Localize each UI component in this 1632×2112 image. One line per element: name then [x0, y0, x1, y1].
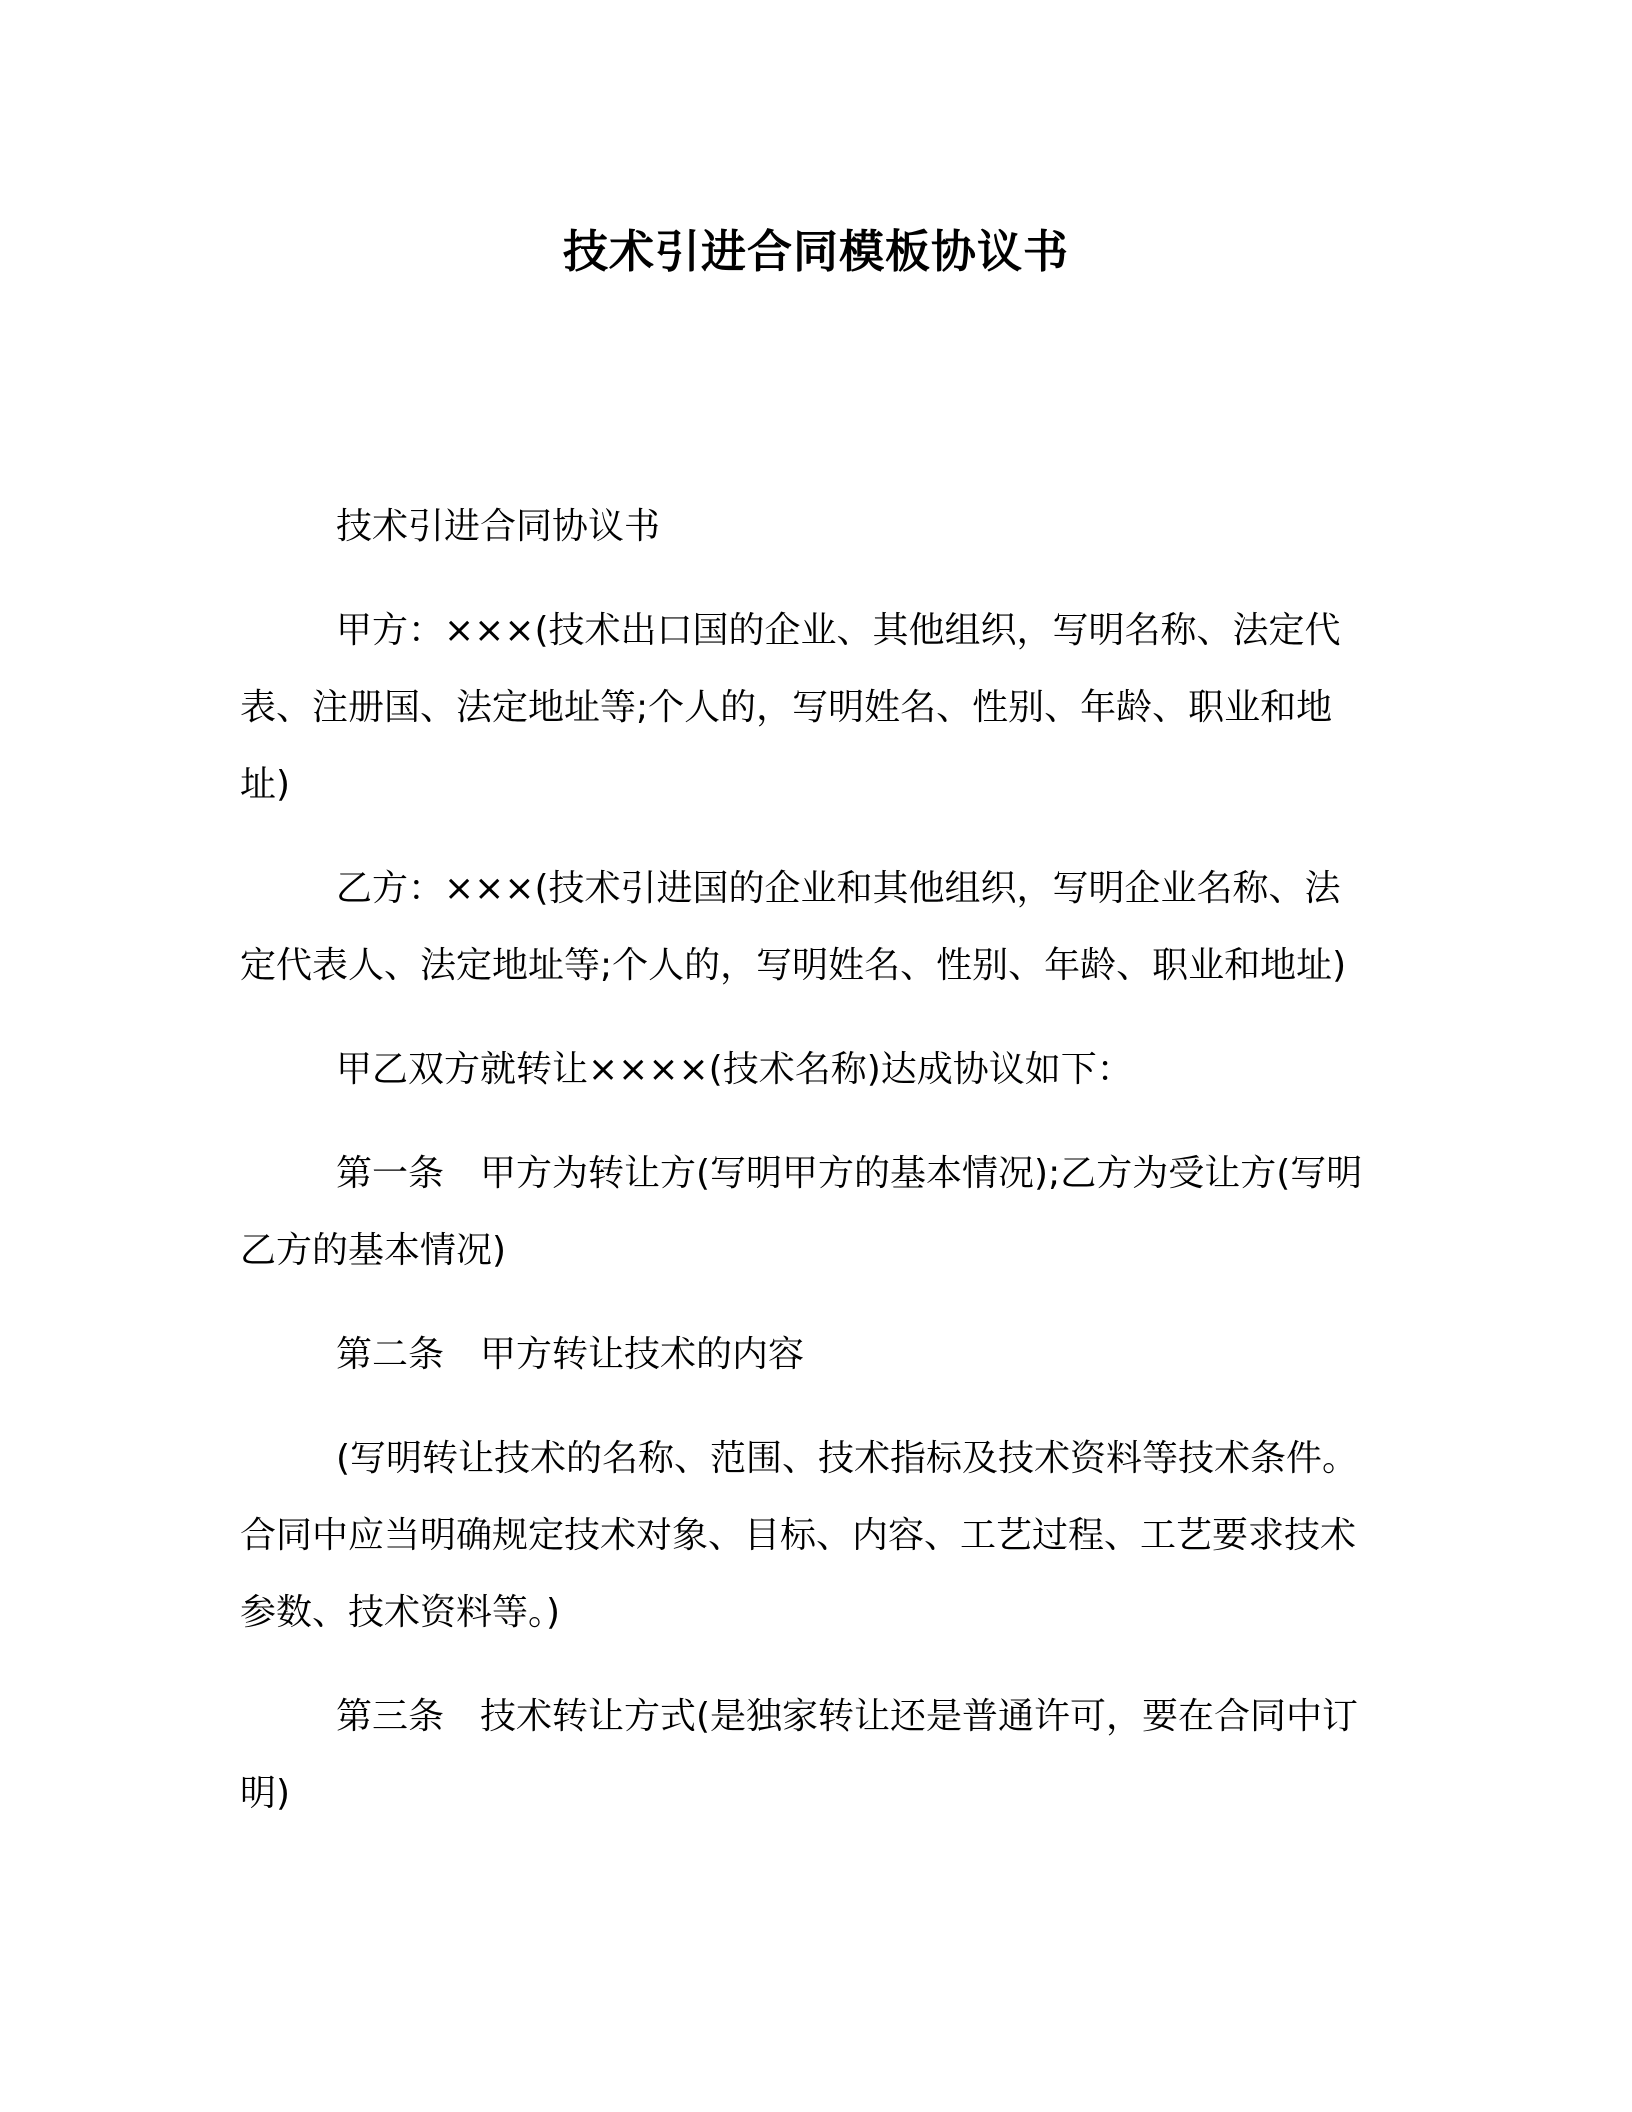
article-1-paragraph: 第一条 甲方为转让方(写明甲方的基本情况);乙方为受让方(写明乙方的基本情况) [240, 1153, 1363, 1271]
document-body [240, 488, 1376, 1859]
article-3-paragraph: 第三条 技术转让方式(是独家转让还是普通许可，要在合同中订明) [240, 1696, 1359, 1814]
document-title: 技术引进合同模板协议书 [562, 225, 1069, 278]
party-b-paragraph: 乙方：×××(技术引进国的企业和其他组织，写明企业名称、法定代表人、法定地址等;个人的，写明姓名、性别、年龄、职业和地址) [240, 868, 1347, 986]
party-a-paragraph: 甲方：×××(技术出口国的企业、其他组织，写明名称、法定代表、注册国、法定地址等;个人的，写明姓名、性别、年龄、职业和地址) [240, 610, 1341, 805]
document-subtitle: 技术引进合同协议书 [336, 506, 661, 547]
agreement-intro-paragraph: 甲乙双方就转让××××(技术名称)达成协议如下： [336, 1049, 1133, 1090]
article-2-heading: 第二条 甲方转让技术的内容 [336, 1334, 805, 1375]
article-2-detail-paragraph: (写明转让技术的名称、范围、技术指标及技术资料等技术条件。合同中应当明确规定技术对象、目标、内容、工艺过程、工艺要求技术参数、技术资料等。) [240, 1438, 1359, 1633]
